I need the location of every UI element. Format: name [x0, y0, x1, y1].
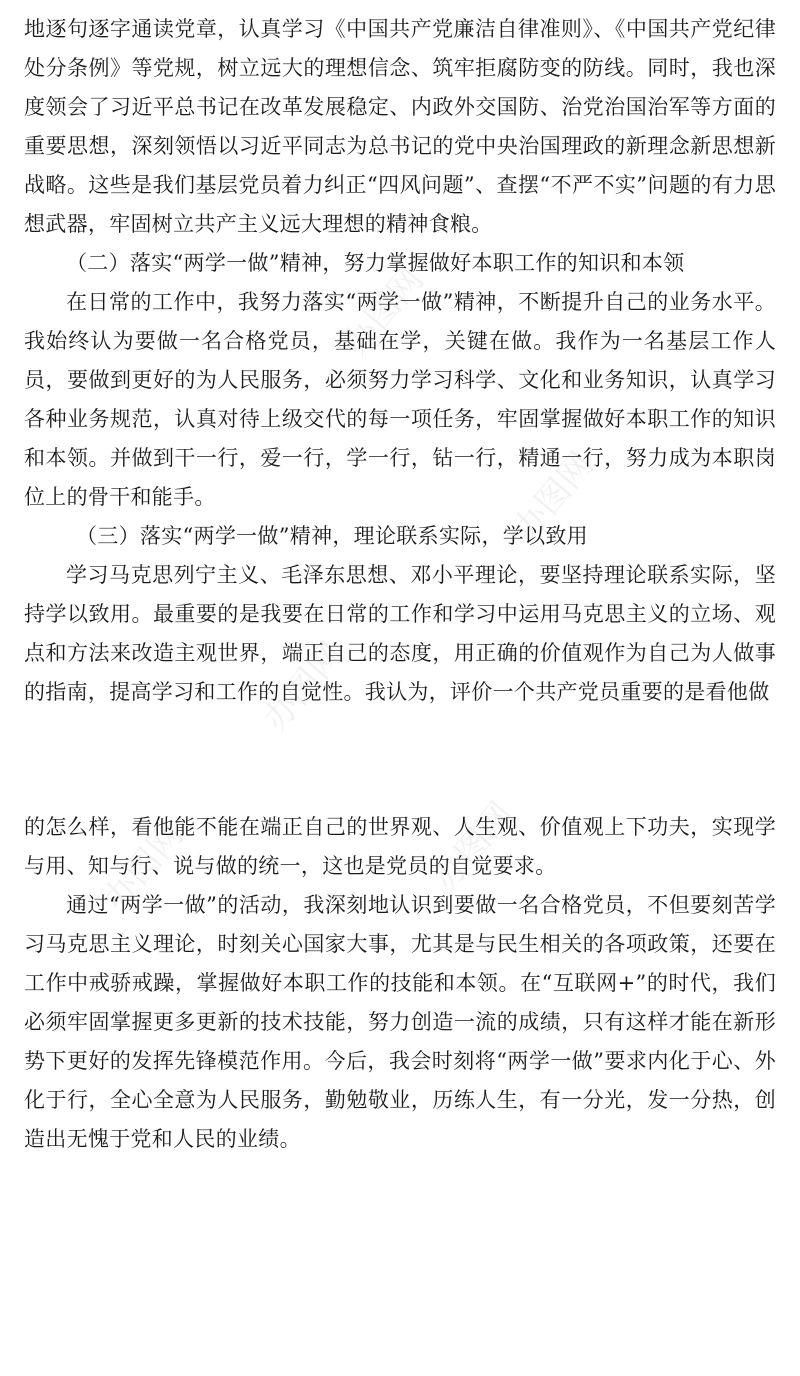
- watermark-logo: 办图网: [335, 259, 432, 364]
- section-heading-2: （二）落实“两学一做”精神，努力掌握做好本职工作的知识和本领: [66, 251, 685, 275]
- body-paragraph: 通过“两学一做”的活动，我深刻地认识到要做一名合格党员，不但要刻苦学习马克思主义理论，时刻关心国家大事，尤其是与民生相关的各项政策，还要在工作中戒骄戒躁，掌握做好本职工作的技能和本领。在“互联网+”的时代，我们必须牢固掌握更多更新的技术技能，努力创造一流的成绩，只有这样才能在新形势下更好的发挥先锋模范作用。今后，我会时刻将“两学一做”要求内化于心、外化于行，全心全意为人民服务，勤勉敬业，历练人生，有一分光，发一分热，创造出无愧于党和人民的业绩。: [24, 893, 776, 1151]
- body-paragraph: 的怎么样，看他能不能在端正自己的世界观、人生观、价值观上下功夫，实现学与用、知与行、说与做的统一，这也是党员的自觉要求。: [24, 815, 776, 878]
- watermark-logo: 办图网: [95, 814, 192, 919]
- body-paragraph: 在日常的工作中，我努力落实“两学一做”精神，不断提升自己的业务水平。我始终认为要做一名合格党员，基础在学，关键在做。我作为一名基层工作人员，要做到更好的为人民服务，必须努力学习科学、文化和业务知识，认真学习各种业务规范，认真对待上级交代的每一项任务，牢固掌握做好本职工作的知识和本领。并做到干一行，爱一行，学一行，钻一行，精通一行，努力成为本职岗位上的骨干和能手。: [24, 290, 776, 509]
- watermark-logo: 办图网: [425, 794, 522, 899]
- text-block-bottom: [24, 808, 776, 1159]
- watermark-logo: 办图网: [255, 634, 352, 739]
- text-block-top: [24, 10, 776, 712]
- watermark-logo: 办图网: [505, 444, 602, 549]
- body-paragraph: 学习马克思列宁主义、毛泽东思想、邓小平理论，要坚持理论联系实际，坚持学以致用。最重要的是我要在日常的工作和学习中运用马克思主义的立场、观点和方法来改造主观世界，端正自己的态度，用正确的价值观作为自己为人做事的指南，提高学习和工作的自觉性。我认为，评价一个共产党员重要的是看他做: [24, 563, 776, 704]
- section-heading-3: （三）落实“两学一做”精神，理论联系实际，学以致用: [76, 524, 588, 548]
- body-paragraph: 地逐句逐字通读党章，认真学习《中国共产党廉洁自律准则》、《中国共产党纪律处分条例》等党规，树立远大的理想信念、筑牢拒腐防变的防线。同时，我也深度领会了习近平总书记在改革发展稳定、内政外交国防、治党治国治军等方面的重要思想，深刻领悟以习近平同志为总书记的党中央治国理政的新理念新思想新战略。这些是我们基层党员着力纠正“四风问题”、查摆“不严不实”问题的有力思想武器，牢固树立共产主义远大理想的精神食粮。: [24, 17, 776, 236]
